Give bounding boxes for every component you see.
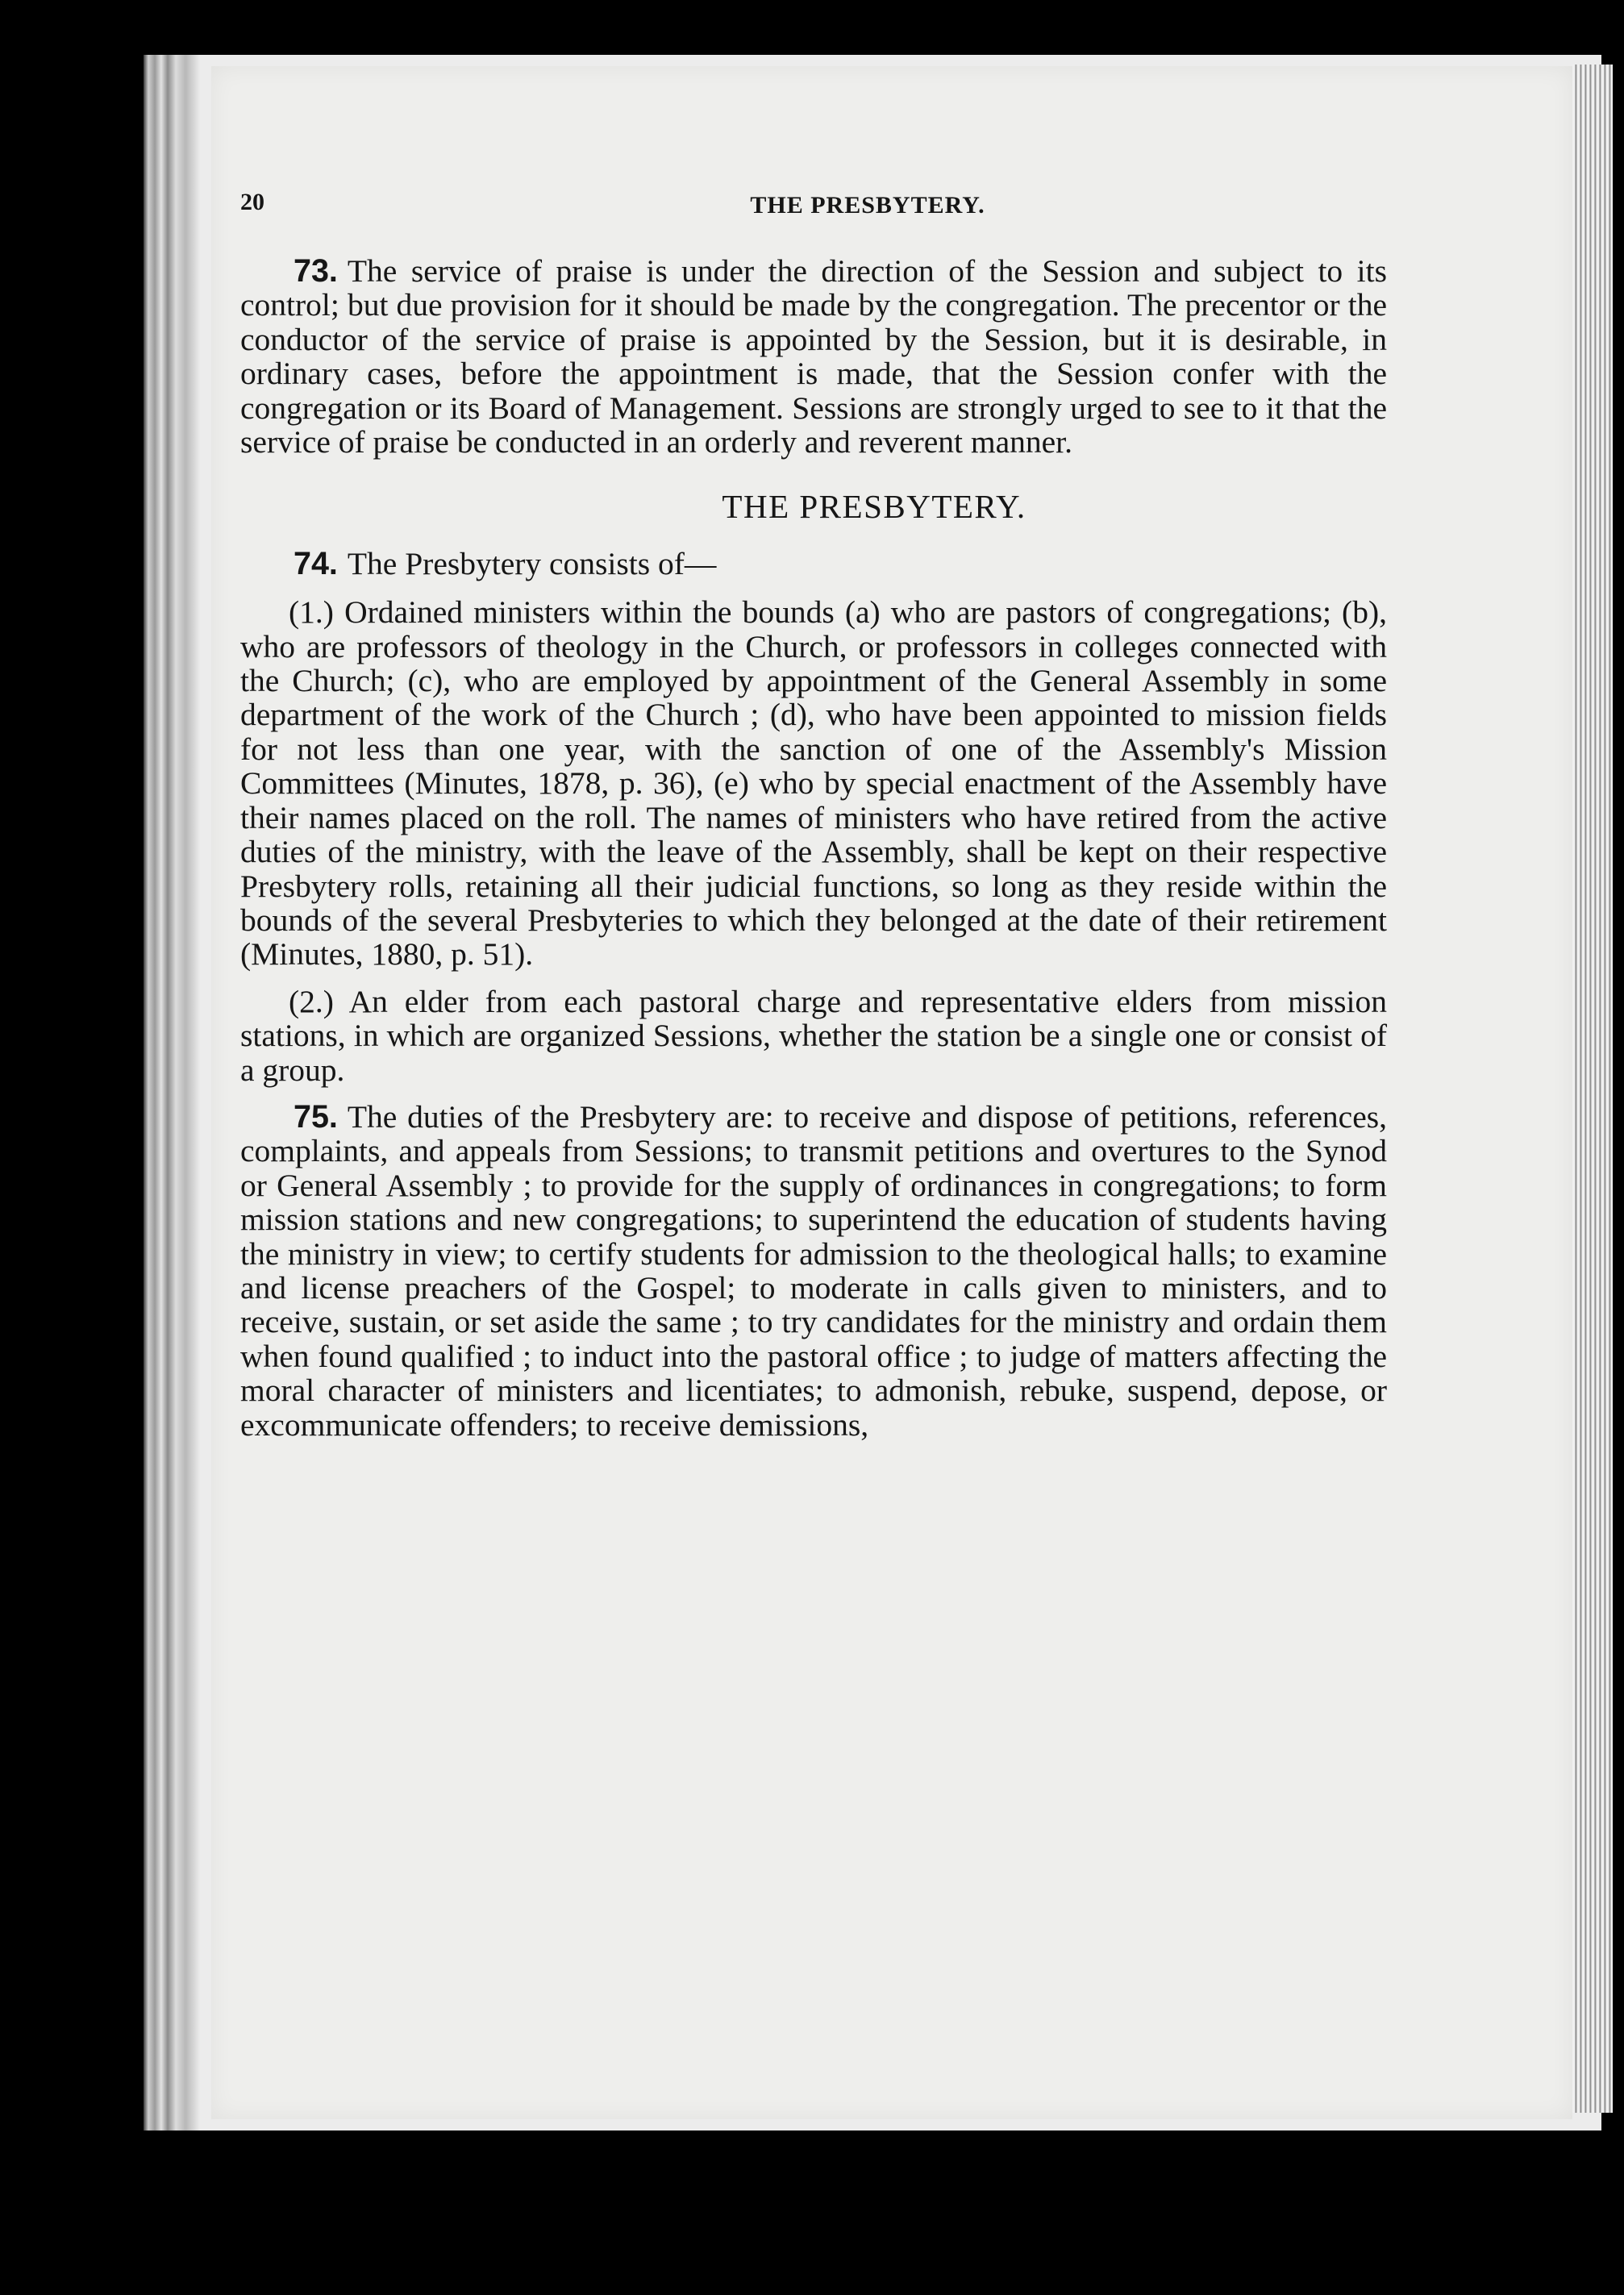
- paragraph-74-intro: [240, 547, 1387, 581]
- book-right-edge: [1572, 65, 1613, 2113]
- section-number-73: 73.: [294, 253, 338, 289]
- paragraph-75: [240, 1100, 1387, 1442]
- paragraph-74-item-2: (2.) An elder from each pastoral charge and representative elders from mission stations, in which are organized Sessions, whether the station be a single one or consist of a group.: [240, 983, 1387, 1088]
- paragraph-75-text: The duties of the Presbytery are: to receive and dispose of petitions, references, complaints, and appeals from Sessions; to transmit petitions and overtures to the Synod or General Assembly ; to provide for the supply of ordinances in congregations; to form mission stations and new congregations; to superintend the education of students having the ministry in view; to certify students for admission to the theological halls; to examine and license preachers of the Gospel; to moderate in calls given to ministers, and to receive, sustain, or set aside the same ; to try candidates for the ministry and ordain them when found qualified ; to induct into the pastoral office ; to judge of matters affecting the moral character of ministers and licentiates; to admonish, rebuke, suspend, depose, or excommunicate offenders; to receive demissions,: [240, 1098, 1387, 1443]
- paragraph-73-text: The service of praise is under the direction of the Session and subject to its control; but due provision for it should be made by the congregation. The precentor or the conductor of the service of praise is appointed by the Session, but it is desirable, in ordinary cases, before the appointment is made, that the Session confer with the congregation or its Board of Management. Sessions are strongly urged to see to it that the service of praise be conducted in an orderly and reverent manner.: [240, 253, 1387, 460]
- paragraph-73: [240, 254, 1387, 459]
- page-body: [240, 254, 1387, 1442]
- page-number: 20: [240, 189, 264, 215]
- paragraph-74-item-1: (1.) Ordained ministers within the bounds (a) who are pastors of congregations; (b), who are professors of theology in the Church, or professors in colleges connected with the Church; (c), who are employed by appointment of the General Assembly in some department of the work of the Church ; (d), who have been appointed to mission fields for not less than one year, with the sanction of one of the Assembly's Mission Committees (Minutes, 1878, p. 36), (e) who by special enactment of the Assembly have their names placed on the roll. The names of ministers who have retired from the active duties of the ministry, with the leave of the Assembly, shall be kept on their respective Presbytery rolls, retaining all their judicial functions, so long as they reside within the bounds of the several Presbyteries to which they belonged at the date of their retirement (Minutes, 1880, p. 51).: [240, 594, 1387, 973]
- running-head: THE PRESBYTERY.: [750, 192, 985, 219]
- section-heading: THE PRESBYTERY.: [722, 488, 1026, 526]
- section-number-75: 75.: [294, 1098, 338, 1135]
- section-number-74: 74.: [294, 545, 338, 581]
- paragraph-74-intro-text: The Presbytery consists of—: [347, 545, 717, 581]
